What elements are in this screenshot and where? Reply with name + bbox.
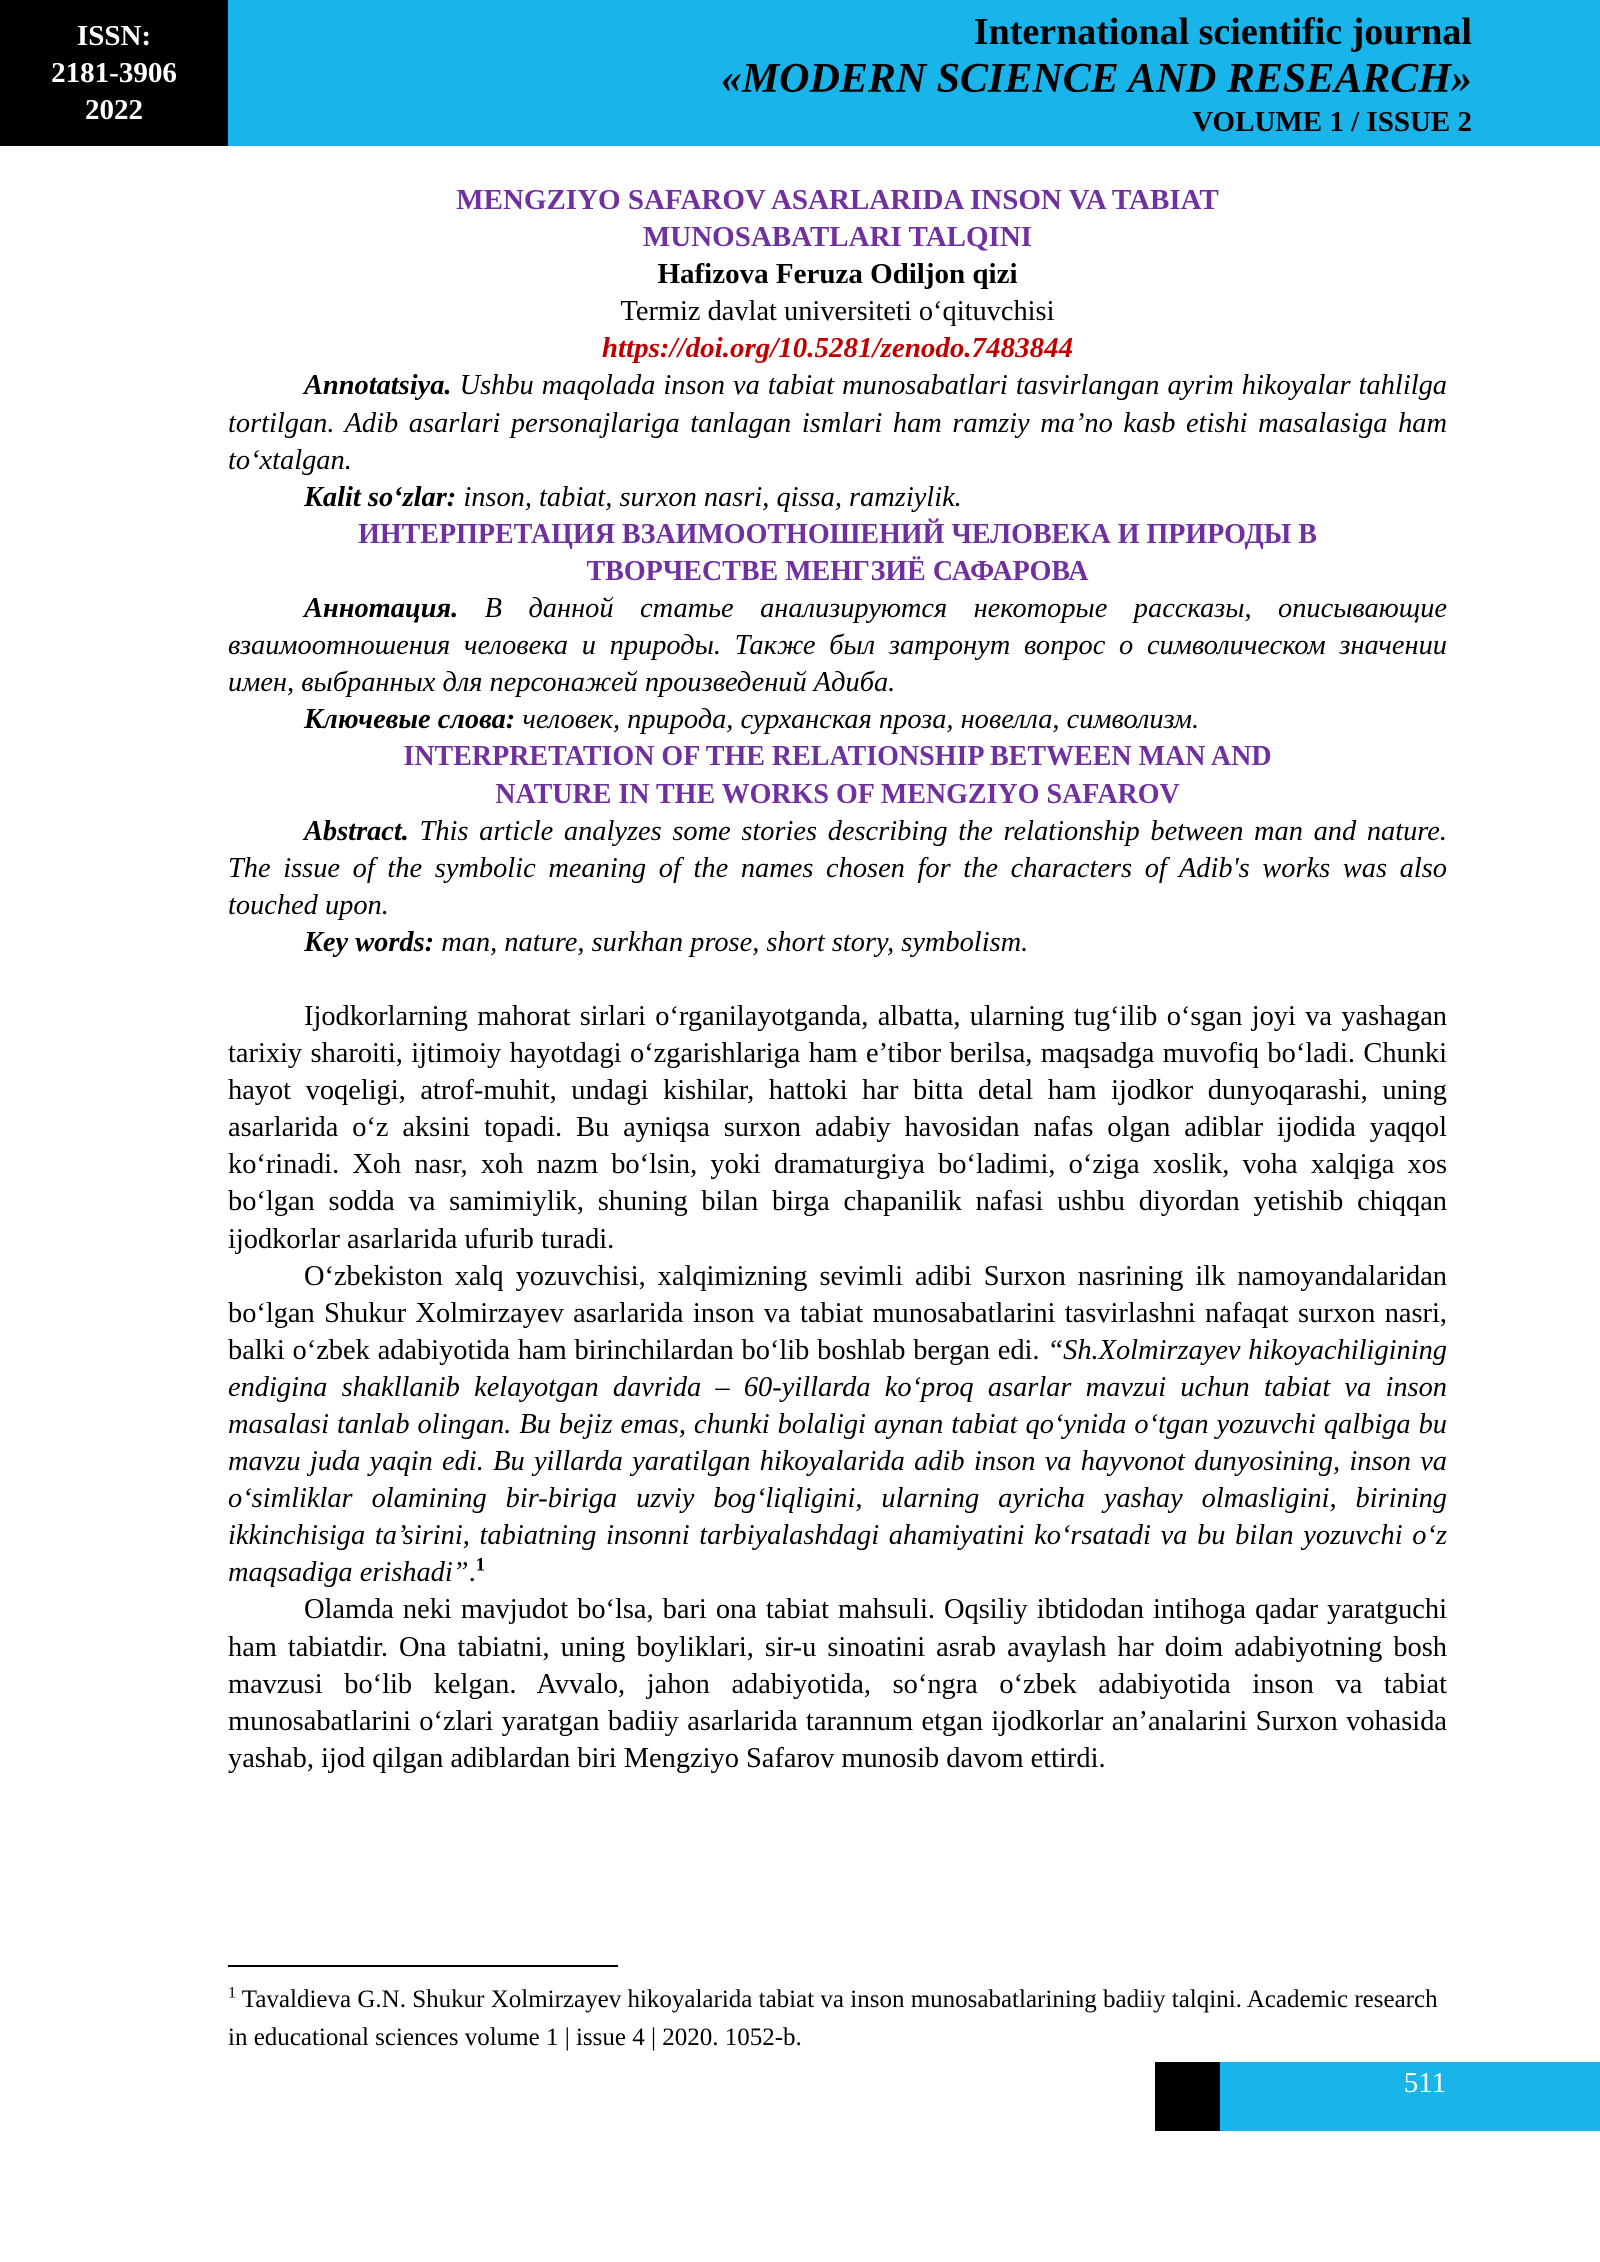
abstract-en (228, 813, 1447, 924)
abstract-label: Abstract. (304, 815, 409, 847)
keywords-uz-label: Kalit so‘zlar: (304, 481, 457, 513)
journal-name-line2: «MODERN SCIENCE AND RESEARCH» (720, 56, 1472, 102)
footnote-text: Tavaldieva G.N. Shukur Xolmirzayev hikoyalarida tabiat va inson munosabatlarining badiiy talqini. Academic research in educational sciences volume 1 | issue 4 | 2020. 1052-b. (228, 1986, 1438, 2051)
title-uz-line2: MUNOSABATLARI TALQINI (642, 221, 1033, 254)
title-uz-line1: MENGZIYO SAFAROV ASARLARIDA INSON VA TABIAT (456, 184, 1219, 216)
body-paragraph-3: Olamda neki mavjudot bo‘lsa, bari ona tabiat mahsuli. Oqsiliy ibtidodan intihoga qadar yaratguchi ham tabiatdir. Ona tabiatni, uning boyliklari, sir-u sinoatini asrab avaylash har doim adabiyotning bosh mavzusi bo‘lib kelgan. Avvalo, jahon adabiyotida, so‘ngra o‘zbek adabiyotida inson va tabiat munosabatlarini o‘zlari yaratgan badiiy asarlarida tarannum etgan ijodkorlar an’analarini Surxon vohasida yashab, ijod qilgan adiblardan biri Mengziyo Safarov munosib davom ettirdi. (228, 1594, 1447, 1774)
author-affiliation: Termiz davlat universiteti o‘qituvchisi (620, 296, 1055, 328)
title-uz (228, 182, 1447, 256)
footnote (228, 1981, 1447, 2057)
keywords-ru-label: Ключевые слова: (304, 704, 516, 736)
volume-issue: VOLUME 1 / ISSUE 2 (1192, 106, 1472, 138)
journal-name-line1: International scientific journal (973, 11, 1472, 53)
footnote-divider (228, 1965, 618, 1967)
author-name: Hafizova Feruza Odiljon qizi (657, 258, 1018, 291)
body-paragraph-2 (228, 1258, 1447, 1592)
body-paragraph-2-end: . (468, 1557, 476, 1589)
keywords-en (228, 924, 1447, 961)
keywords-en-text: man, nature, surkhan prose, short story, symbolism. (434, 926, 1029, 958)
issn-year: 2022 (85, 94, 143, 126)
article-body (228, 182, 1447, 1777)
footnote-ref[interactable]: 1 (475, 1554, 486, 1576)
doi-link[interactable]: https://doi.org/10.5281/zenodo.7483844 (601, 332, 1074, 365)
title-en (228, 738, 1447, 812)
title-ru-line1: ИНТЕРПРЕТАЦИЯ ВЗАИМООТНОШЕНИЙ ЧЕЛОВЕКА И ПРИРОДЫ В (358, 518, 1317, 550)
title-ru-line2: ТВОРЧЕСТВЕ МЕНГЗИЁ САФАРОВА (586, 555, 1089, 587)
keywords-ru-text: человек, природа, сурханская проза, новелла, символизм. (515, 704, 1200, 736)
keywords-uz (228, 479, 1447, 516)
issn-block (0, 0, 228, 146)
title-en-line2: NATURE IN THE WORKS OF MENGZIYO SAFAROV (495, 778, 1180, 810)
issn-label: ISSN: (76, 20, 152, 52)
title-en-line1: INTERPRETATION OF THE RELATIONSHIP BETWEEN MAN AND (403, 741, 1272, 773)
keywords-uz-text: inson, tabiat, surxon nasri, qissa, ramziylik. (456, 481, 962, 513)
page-number-accent (1155, 2062, 1220, 2131)
annotation-ru-text: В данной статье анализируются некоторые рассказы, описывающие взаимоотношения человека и природы. Также был затронут вопрос о символическом значении имен, выбранных для персонажей произведений Адиба. (228, 593, 1447, 699)
issn-number: 2181-3906 (51, 57, 177, 89)
body-paragraph-2-quote: “Sh.Xolmirzayev hikoyachiligining endigina shakllanib kelayotgan davrida – 60-yillarda ko‘proq asarlar mavzui uchun tabiat va inson masalasi tanlab olingan. Bu bejiz emas, chunki bolaligi aynan tabiat qo‘ynida o‘tgan yozuvchi qalbiga bu mavzu juda yaqin edi. Bu yillarda yaratilgan hikoyalarida adib inson va hayvonot dunyosining, inson va o‘simliklar olamining bir-biriga uzviy bog‘liqligini, ularning ayricha yashay olmasligini, birining ikkinchisiga ta’sirini, tabiatning insonni tarbiyalashdagi ahamiyatini ko‘rsatadi va bu bilan yozuvchi o‘z maqsadiga erishadi” (228, 1334, 1447, 1589)
journal-header (228, 0, 1600, 146)
page-number: 511 (1220, 2062, 1600, 2131)
annotation-uz-text: Ushbu maqolada inson va tabiat munosabatlari tasvirlangan ayrim hikoyalar tahlilga tortilgan. Adib asarlari personajlariga tanlagan ismlari ham ramziy ma’no kasb etishi masalasiga ham to‘xtalgan. (228, 370, 1447, 476)
abstract-text: This article analyzes some stories describing the relationship between man and nature. The issue of the symbolic meaning of the names chosen for the characters of Adib's works was also touched upon. (228, 815, 1447, 921)
annotation-ru-label: Аннотация. (304, 593, 459, 625)
annotation-uz (228, 367, 1447, 478)
body-paragraph-1: Ijodkorlarning mahorat sirlari o‘rganilayotganda, albatta, ularning tug‘ilib o‘sgan joyi va yashagan tarixiy sharoiti, ijtimoiy hayotdagi o‘zgarishlariga ham e’tibor berilsa, maqsadga muvofiq bo‘ladi. Chunki hayot voqeligi, atrof-muhit, undagi kishilar, hattoki har bitta detal ham ijodkor dunyoqarashi, uning asarlarida o‘z aksini topadi. Bu ayniqsa surxon adabiy havosidan nafas olgan adiblar ijodida yaqqol ko‘rinadi. Xoh nasr, xoh nazm bo‘lsin, yoki dramaturgiya bo‘ladimi, o‘ziga xoslik, voha xalqiga xos bo‘lgan sodda va samimiylik, shuning bilan birga chapanilik nafasi ushbu diyordan yetishib chiqqan ijodkorlar asarlarida ufurib turadi. (228, 1000, 1447, 1255)
title-ru (228, 516, 1447, 590)
annotation-ru (228, 590, 1447, 701)
keywords-ru (228, 701, 1447, 738)
annotation-uz-label: Annotatsiya. (304, 370, 452, 402)
keywords-en-label: Key words: (304, 926, 435, 958)
body-paragraph-2-text: O‘zbekiston xalq yozuvchisi, xalqimizning sevimli adibi Surxon nasrining ilk namoyandalaridan bo‘lgan Shukur Xolmirzayev asarlarida inson va tabiat munosabatlarini tasvirlashni nafaqat surxon nasri, balki o‘zbek adabiyotida ham birinchilardan bo‘lib boshlab bergan edi. (228, 1260, 1447, 1366)
footnote-number: 1 (228, 1984, 236, 2002)
